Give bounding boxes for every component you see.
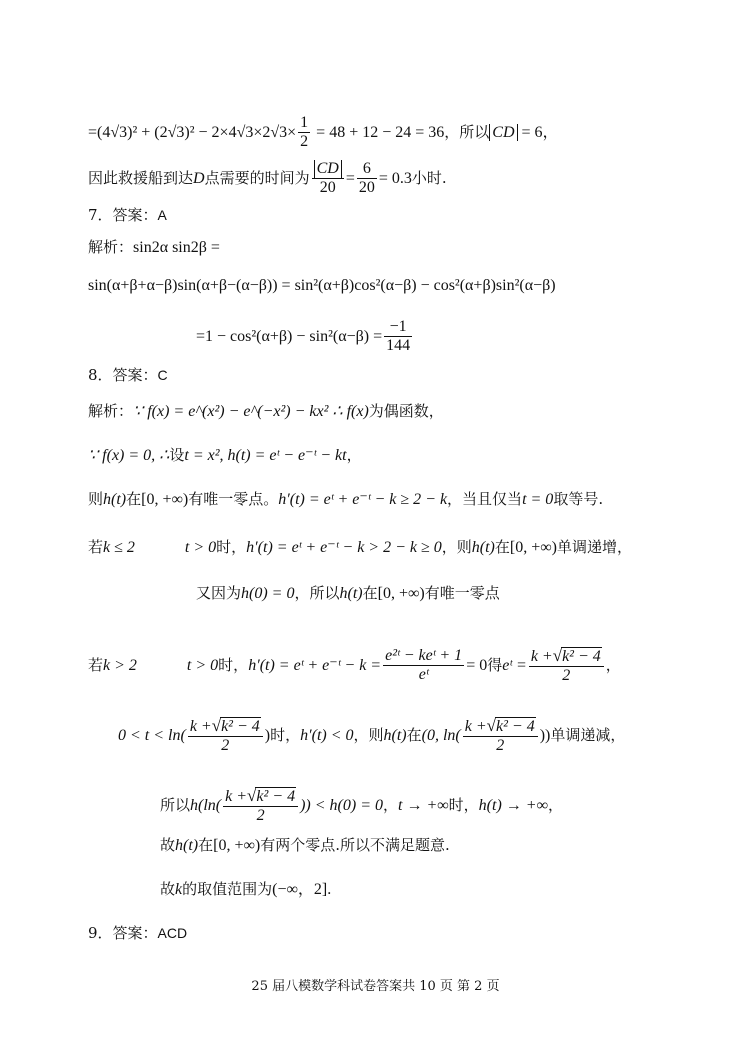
equals-zero: = 0 — [466, 656, 488, 674]
substitution-h: t = x², h(t) = eᵗ − e⁻ᵗ − kt — [184, 447, 347, 464]
text-then: ，则 — [441, 538, 472, 556]
fraction-derivative: $\frac{\text{e²ᵗ − keᵗ + 1}}{\text{eᵗ}}$ — [385, 647, 463, 684]
text-if: 若 — [88, 538, 104, 556]
q8-line-6 — [88, 646, 621, 686]
q7-analysis-line — [88, 240, 220, 256]
equals-sign: = — [345, 169, 355, 187]
expression-result-36: = 48 + 12 − 24 = 36 — [312, 123, 445, 141]
text-on: 在 — [494, 538, 510, 556]
t-gt-0: t > 0 — [184, 539, 217, 556]
q7-answer-line — [88, 208, 167, 223]
q7-label: 7．答案： — [88, 206, 158, 224]
text-time-needed: 点需要的时间为 — [204, 168, 310, 187]
comma: ， — [382, 795, 398, 814]
interval: [0, +∞) — [141, 491, 189, 508]
derivative-h: h′(t) = eᵗ + e⁻ᵗ − k ≥ 2 − k — [278, 491, 448, 508]
text-unique-zero: 有唯一零点。 — [188, 490, 279, 508]
t-range: 0 < t < ln( — [118, 726, 186, 744]
comma: ， — [605, 655, 621, 674]
q8-line-5 — [196, 586, 500, 602]
text-rescue-ship: 因此救援船到达 — [88, 168, 194, 187]
t-gt-0: t > 0 — [186, 656, 219, 674]
comma: ， — [346, 446, 362, 464]
q8-line-3 — [88, 492, 603, 508]
h-of-t: h(t) — [175, 837, 199, 854]
h-ln: h(ln( — [190, 796, 222, 814]
h-of-t: h(t) — [103, 491, 127, 508]
text-so: 所以 — [160, 795, 191, 814]
interval: [0, +∞) — [213, 837, 261, 854]
text-when: 时， — [270, 725, 301, 744]
q8-line-10 — [160, 882, 331, 898]
q8-line-7 — [118, 716, 625, 756]
text-then: ，则 — [353, 725, 384, 744]
comma: ， — [547, 795, 563, 814]
text-on: 在 — [126, 490, 142, 508]
text-unique-zero: 有唯一零点 — [424, 584, 500, 602]
derivative-negative: h′(t) < 0 — [300, 726, 354, 744]
text-when: 时， — [448, 795, 479, 814]
text-two-zeros: 有两个零点.所以不满足题意. — [260, 836, 450, 854]
text-when: 时， — [218, 655, 249, 674]
q8-answer-line — [88, 368, 168, 383]
text-hours: 小时. — [411, 168, 447, 187]
text-on: 在 — [406, 725, 422, 744]
function-f-definition: ∵ f(x) = e^(x²) − e^(−x²) − kx² ∴ f(x) — [133, 403, 369, 420]
k-leq-2: k ≤ 2 — [103, 539, 135, 556]
q7-expansion: sin(α+β+α−β)sin(α+β−(α−β)) = sin²(α+β)cos²(α−β) − cos²(α+β)sin²(α−β) — [88, 277, 556, 294]
f-equals-zero: ∵ f(x) = 0, ∴ — [88, 447, 170, 464]
text-let: 设 — [169, 446, 185, 464]
fraction-6-over-20: $\frac{6}{20}$ — [358, 160, 375, 197]
fraction-minus1-over-144: $\frac{-1}{144}$ — [386, 318, 411, 355]
text-so: ，所以 — [444, 122, 490, 141]
cd-equals-6: = 6， — [517, 123, 559, 141]
analysis-label: 解析： — [88, 402, 134, 420]
derivative-positive: h′(t) = eᵗ + e⁻ᵗ − k > 2 − k ≥ 0 — [246, 539, 442, 556]
text-decreasing: 单调递减， — [550, 725, 626, 744]
cd-absolute: CD — [489, 124, 517, 142]
interval: [0, +∞) — [377, 585, 425, 602]
q7-expression: sin2α sin2β = — [133, 239, 220, 256]
text-then: 则 — [88, 490, 104, 508]
text-equality: 取等号. — [553, 490, 604, 508]
derivative-expr: h′(t) = eᵗ + e⁻ᵗ − k = — [248, 656, 382, 674]
text-iff: ，当且仅当 — [447, 490, 523, 508]
expression-law-of-cosines: =(4√3)² + (2√3)² − 2×4√3×2√3× — [88, 123, 297, 141]
q8-line-4 — [88, 540, 632, 556]
text-on: 在 — [198, 836, 214, 854]
solution-line-2 — [88, 160, 447, 198]
et-equals: eᵗ = — [502, 656, 527, 674]
text-so: ，所以 — [294, 584, 340, 602]
q8-label: 8．答案： — [88, 366, 158, 384]
q9-answer-line — [88, 926, 187, 941]
h-of-t: h(t) — [339, 585, 363, 602]
q7-simplification: =1 − cos²(α+β) − sin²(α−β) = — [196, 327, 383, 345]
h-of-t: h(t) — [471, 539, 495, 556]
q8-line-1 — [88, 404, 444, 420]
text-when: 时， — [216, 538, 247, 556]
analysis-label: 解析： — [88, 238, 134, 256]
h-to-infinity: h(t) → +∞ — [478, 796, 548, 814]
fraction-one-half: $\frac{1}{2}$ — [300, 114, 309, 151]
fraction-root: $\frac{\text{k +√k² − 4}}{2}$ — [529, 646, 604, 686]
q8-line-9 — [160, 838, 450, 854]
h0-equals-0: h(0) = 0 — [241, 585, 295, 602]
fraction-root: $\frac{\text{k +√k² − 4}}{2}$ — [463, 716, 538, 756]
text-range-of: 的取值范围为 — [182, 880, 273, 898]
q7-result-line — [196, 318, 414, 356]
q7-answer: A — [157, 207, 167, 223]
text-therefore: 故 — [160, 880, 176, 898]
q8-answer: C — [157, 367, 168, 383]
fraction-root: $\frac{\text{k +√k² − 4}}{2}$ — [188, 716, 263, 756]
page-footer: 25 届八模数学科试卷答案共 10 页 第 2 页 — [251, 979, 500, 994]
text-increasing: 单调递增， — [557, 538, 633, 556]
k-gt-2: k > 2 — [103, 656, 137, 674]
text-on: 在 — [362, 584, 378, 602]
q7-expansion-line — [88, 278, 556, 294]
q8-line-2 — [88, 448, 362, 464]
fraction-cd-over-20: $\frac{CD}{20}$ — [312, 160, 344, 198]
q9-answer: ACD — [157, 925, 188, 941]
interval: [0, +∞) — [509, 539, 557, 556]
text-get: 得 — [487, 655, 503, 674]
variable-k: k — [175, 881, 183, 898]
fraction-root: $\frac{\text{k +√k² − 4}}{2}$ — [223, 786, 298, 826]
q9-label: 9．答案： — [88, 924, 158, 942]
lt-h0: )) < h(0) = 0 — [300, 796, 383, 814]
h-of-t: h(t) — [383, 726, 407, 744]
text-since: 又因为 — [196, 584, 242, 602]
result-0-3: = 0.3 — [378, 169, 412, 187]
text-therefore: 故 — [160, 836, 176, 854]
k-range: (−∞，2]. — [272, 881, 332, 898]
q8-line-8 — [160, 786, 563, 826]
interval-open: (0, ln( — [421, 726, 461, 744]
paren-close: )) — [539, 726, 551, 744]
point-d: D — [193, 169, 205, 187]
solution-line-1 — [88, 114, 559, 152]
text-even-function: 为偶函数， — [368, 402, 444, 420]
t-to-infinity: t → +∞ — [398, 796, 449, 814]
t-equals-0: t = 0 — [522, 491, 554, 508]
text-if: 若 — [88, 655, 104, 674]
paren-close: ) — [264, 726, 271, 744]
